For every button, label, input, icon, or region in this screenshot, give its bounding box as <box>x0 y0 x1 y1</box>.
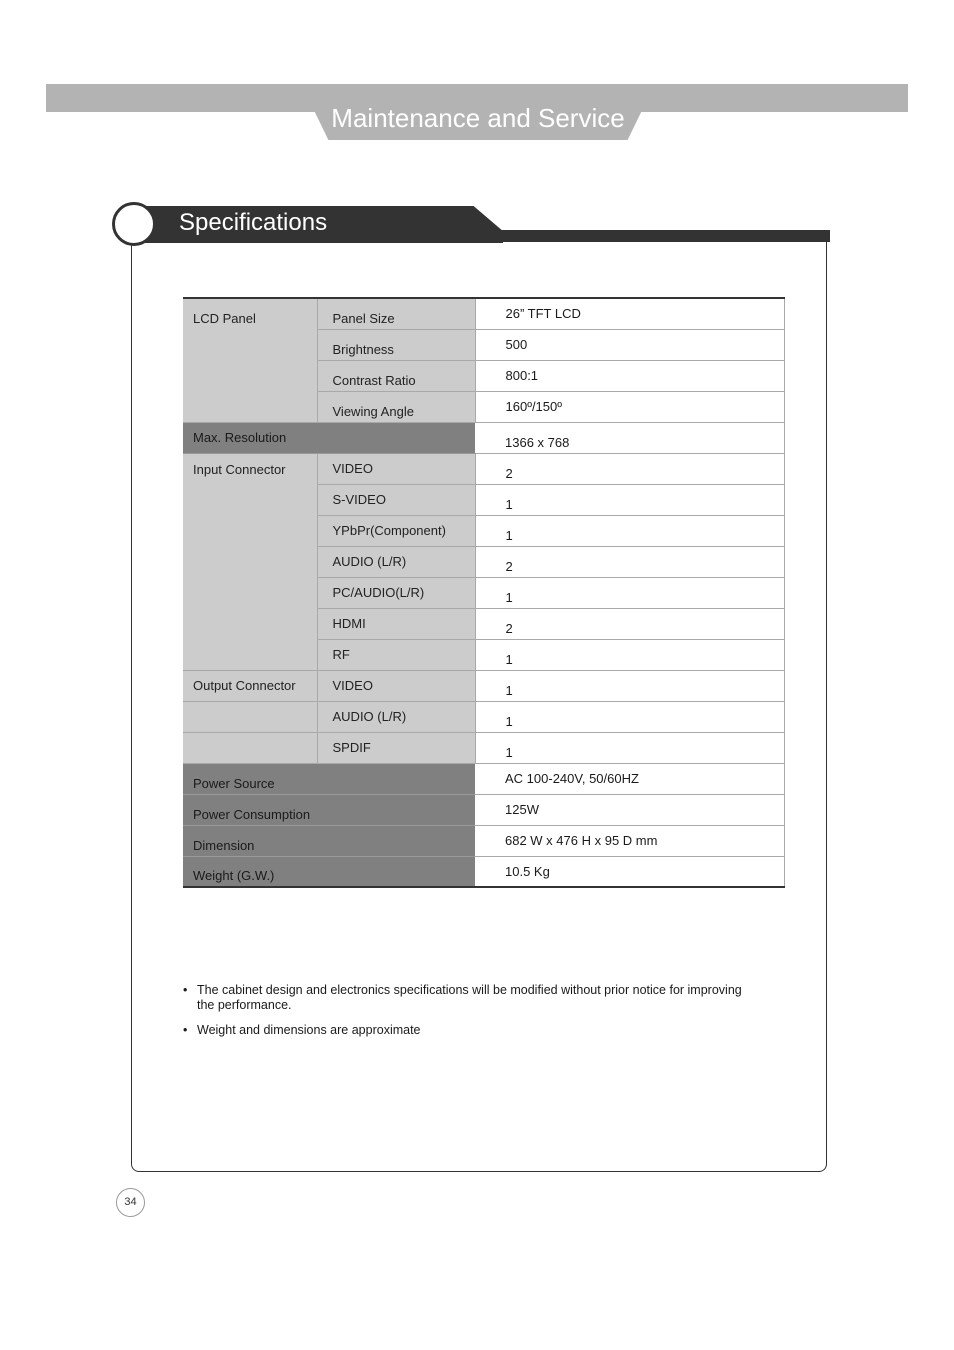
spec-value: AC 100-240V, 50/60HZ <box>475 763 784 794</box>
note-text: Weight and dimensions are approximate <box>197 1023 421 1037</box>
table-row <box>183 794 784 825</box>
spec-value: 800:1 <box>475 360 784 391</box>
spec-value: 1366 x 768 <box>475 422 784 453</box>
spec-label-dimension: Dimension <box>183 825 475 856</box>
spec-value: 2 <box>475 546 784 577</box>
spec-value: 125W <box>475 794 784 825</box>
spec-name: AUDIO (L/R) <box>317 701 475 732</box>
bullet-icon: • <box>183 983 188 997</box>
list-item <box>183 1023 743 1038</box>
spec-label-weight: Weight (G.W.) <box>183 856 475 887</box>
spec-name: PC/AUDIO(L/R) <box>317 577 475 608</box>
table-row <box>183 701 784 732</box>
spec-name: Viewing Angle <box>317 391 475 422</box>
spec-value: 10.5 Kg <box>475 856 784 887</box>
spec-label-power-consumption: Power Consumption <box>183 794 475 825</box>
group-label-lcd-panel: LCD Panel <box>183 298 317 422</box>
spec-label-max-resolution: Max. Resolution <box>183 422 475 453</box>
spec-value: 1 <box>475 639 784 670</box>
spec-name: Brightness <box>317 329 475 360</box>
spec-name: SPDIF <box>317 732 475 763</box>
table-row <box>183 298 784 329</box>
page-title: Maintenance and Service <box>331 103 625 133</box>
section-circle-icon <box>112 202 156 246</box>
spec-value: 1 <box>475 670 784 701</box>
table-row <box>183 422 784 453</box>
spec-value: 26” TFT LCD <box>475 298 784 329</box>
spec-value: 2 <box>475 608 784 639</box>
spec-name: RF <box>317 639 475 670</box>
table-row <box>183 763 784 794</box>
spec-name: Panel Size <box>317 298 475 329</box>
spec-value: 1 <box>475 732 784 763</box>
table-row <box>183 825 784 856</box>
list-item <box>183 983 743 1013</box>
spec-name: AUDIO (L/R) <box>317 546 475 577</box>
bullet-icon: • <box>183 1023 188 1037</box>
table-row <box>183 670 784 701</box>
spec-value: 2 <box>475 453 784 484</box>
spec-value: 1 <box>475 515 784 546</box>
spec-value: 682 W x 476 H x 95 D mm <box>475 825 784 856</box>
section-title: Specifications <box>179 209 328 236</box>
spec-label-power-source: Power Source <box>183 763 475 794</box>
section-header-rule <box>480 230 830 242</box>
page-number: 34 <box>116 1188 145 1217</box>
spec-name: VIDEO <box>317 453 475 484</box>
group-label-blank <box>183 701 317 732</box>
spec-value: 1 <box>475 701 784 732</box>
notes-list <box>183 983 743 1048</box>
specifications-table <box>183 297 785 888</box>
spec-value: 160º/150º <box>475 391 784 422</box>
table-row <box>183 453 784 484</box>
table-row <box>183 732 784 763</box>
spec-name: Contrast Ratio <box>317 360 475 391</box>
spec-name: S-VIDEO <box>317 484 475 515</box>
note-text: The cabinet design and electronics specifications will be modified without prior notice for improving the performance. <box>197 983 742 1012</box>
spec-name: YPbPr(Component) <box>317 515 475 546</box>
spec-value: 1 <box>475 484 784 515</box>
spec-name: VIDEO <box>317 670 475 701</box>
group-label-input-connector: Input Connector <box>183 453 317 670</box>
group-label-blank <box>183 732 317 763</box>
spec-name: HDMI <box>317 608 475 639</box>
group-label-output-connector: Output Connector <box>183 670 317 701</box>
spec-value: 500 <box>475 329 784 360</box>
table-row <box>183 856 784 887</box>
spec-value: 1 <box>475 577 784 608</box>
